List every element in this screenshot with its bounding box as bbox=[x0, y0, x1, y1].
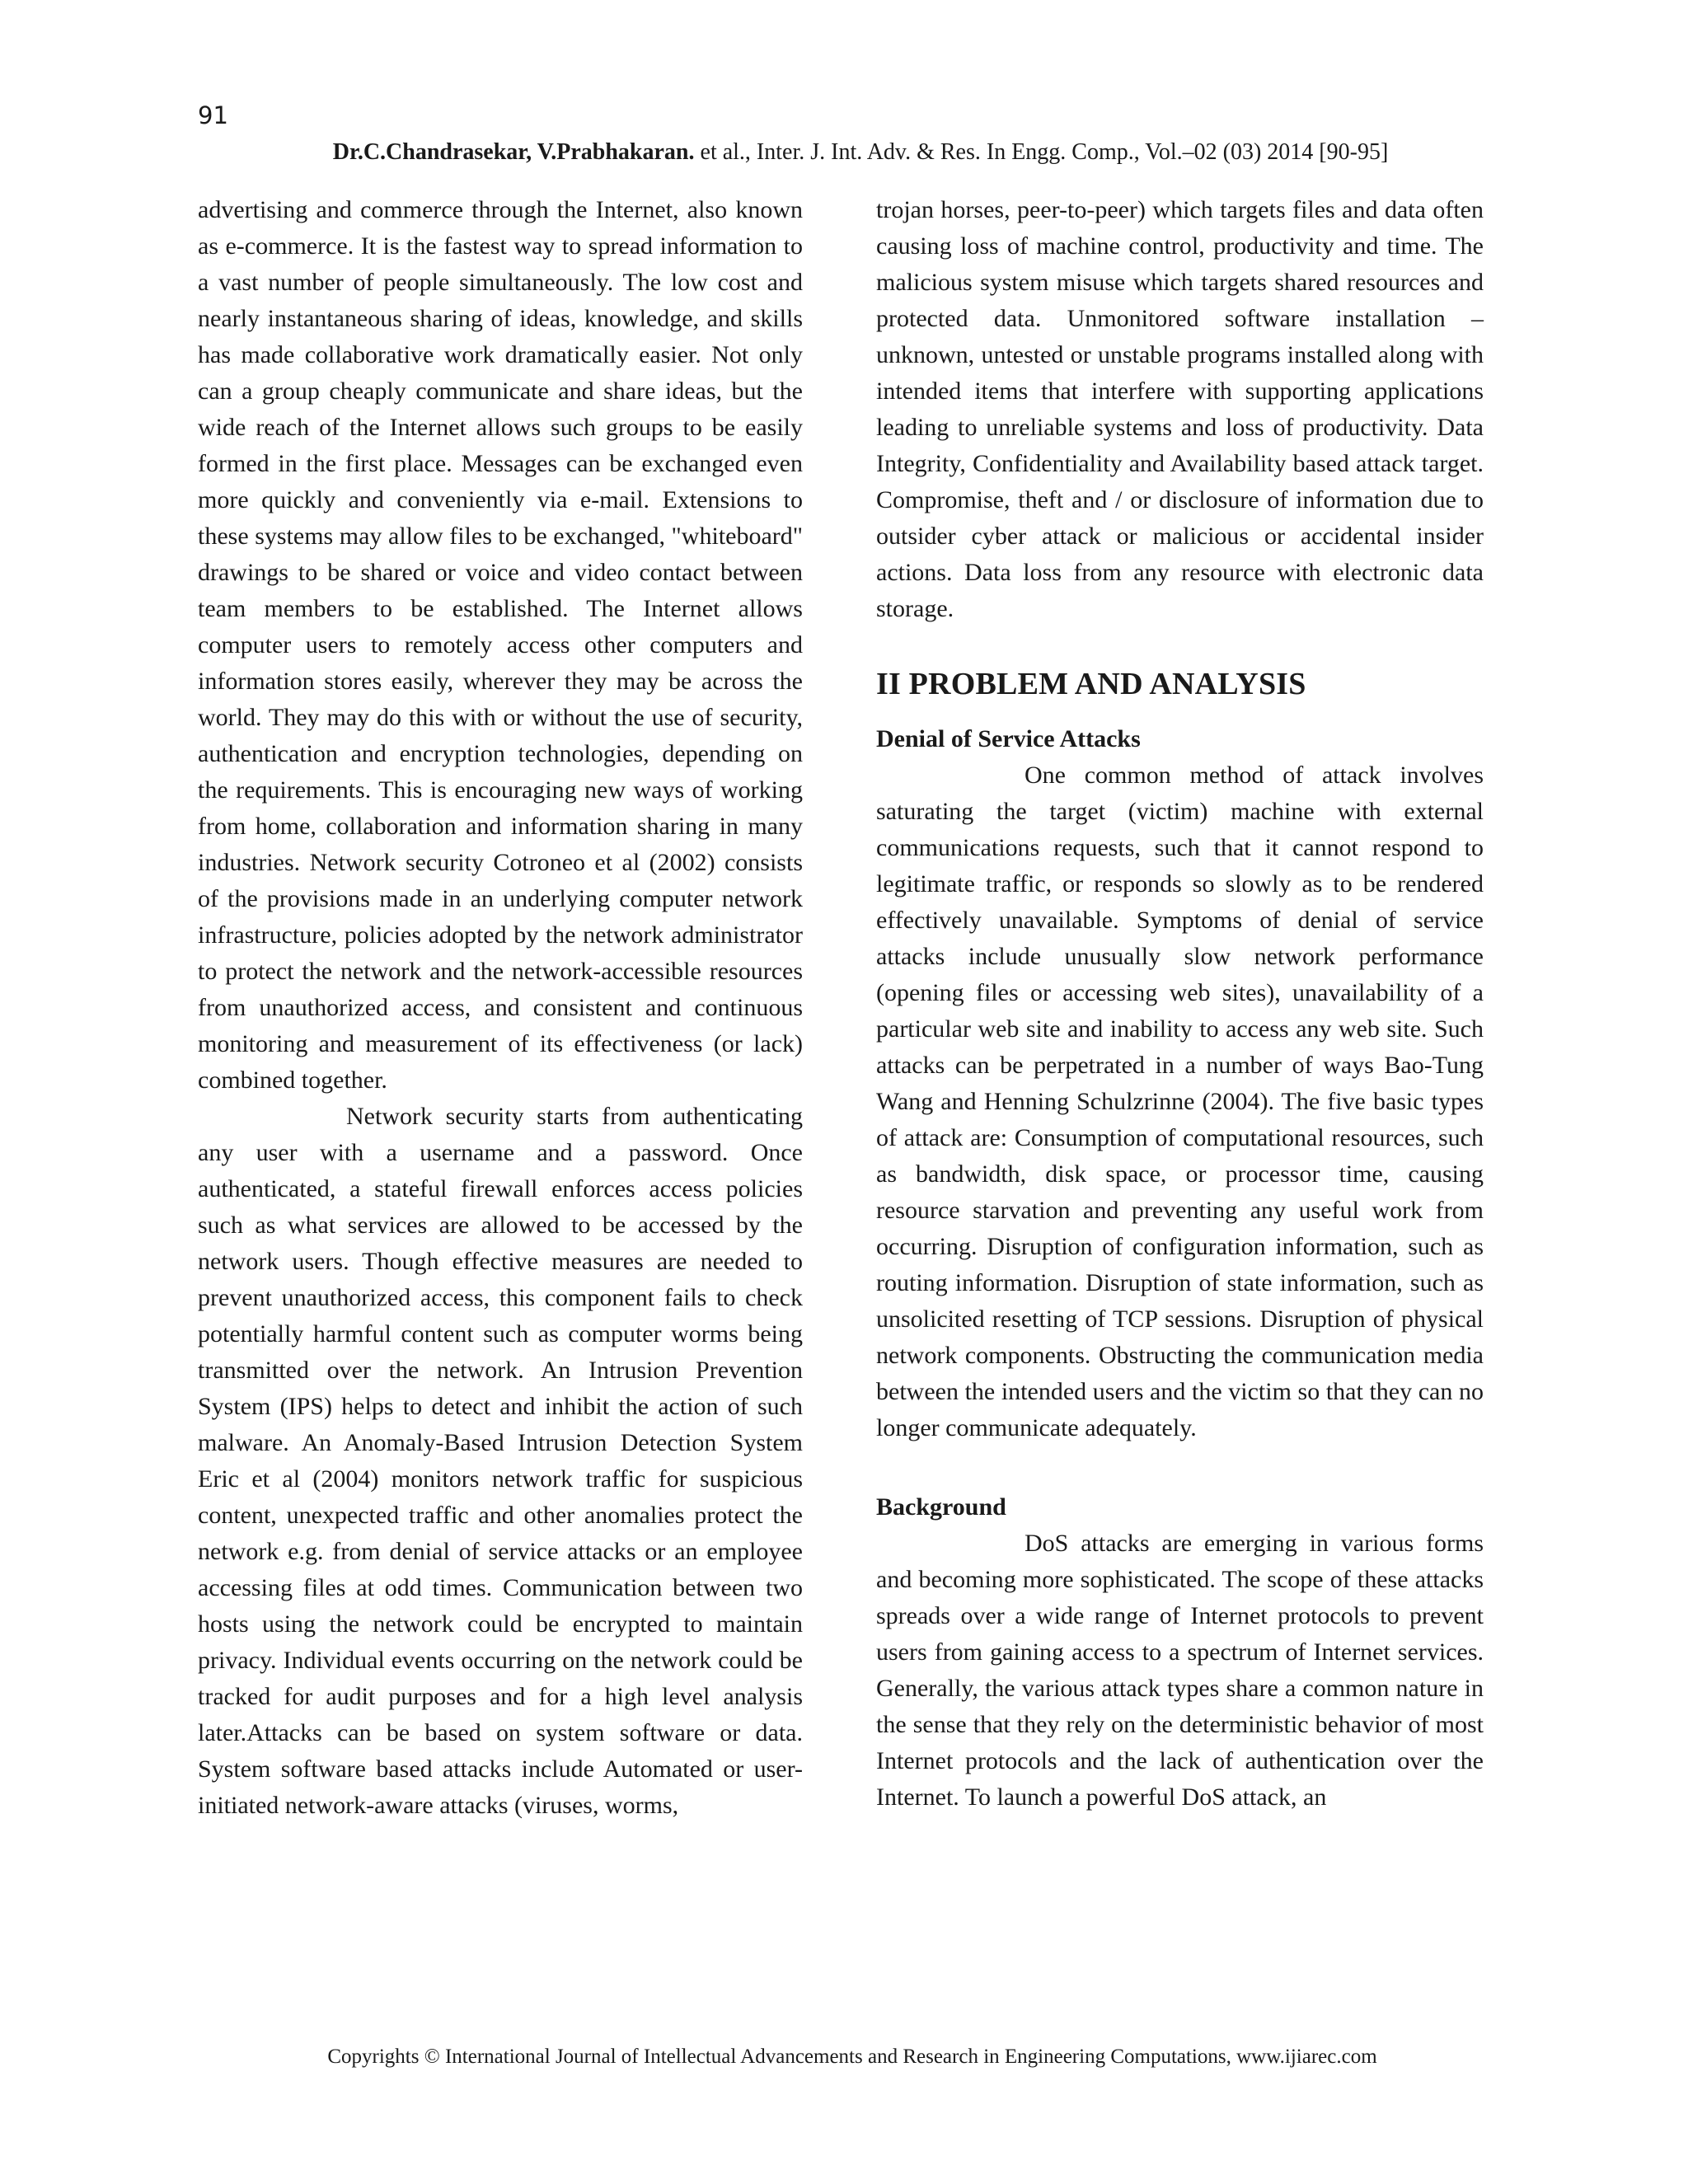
subsection-title-dos: Denial of Service Attacks bbox=[876, 725, 1141, 752]
right-paragraph-1: trojan horses, peer-to-peer) which targets files and data often causing loss of machine control, productivity and time. The malicious system misuse which targets shared resources and protected data. Unmonitored software installation – unknown, untested or unstable programs installed along with intended items that interfere with supporting applications leading to unreliable systems and loss of productivity. Data Integrity, Confidentiality and Availability based attack target. Compromise, theft and / or disclosure of information due to outsider cyber attack or malicious or accidental insider actions. Data loss from any resource with electronic data storage. bbox=[876, 196, 1484, 622]
left-paragraph-1: advertising and commerce through the Internet, also known as e-commerce. It is the fastest way to spread information to a vast number of people simultaneously. The low cost and nearly instantaneous sharing of ideas, knowledge, and skills has made collaborative work dramatically easier. Not only can a group cheaply communicate and share ideas, but the wide reach of the Internet allows such groups to be easily formed in the first place. Messages can be exchanged even more quickly and conveniently via e-mail. Extensions to these systems may allow files to be exchanged, "whiteboard" drawings to be shared or voice and video contact between team members to be established. The Internet allows computer users to remotely access other computers and information stores easily, wherever they may be across the world. They may do this with or without the use of security, authentication and encryption technologies, depending on the requirements. This is encouraging new ways of working from home, collaboration and information sharing in many industries. Network security Cotroneo et al (2002) consists of the provisions made in an underlying computer network infrastructure, policies adopted by the network administrator to protect the network and the network-accessible resources from unauthorized access, and consistent and continuous monitoring and measurement of its effectiveness (or lack) combined together. bbox=[198, 196, 803, 1094]
subsection-text-background: DoS attacks are emerging in various forms and becoming more sophisticated. The scope of these attacks spreads over a wide range of Internet protocols to prevent users from gaining access to a spectrum of Internet services. Generally, the various attack types share a common nature in the sense that they rely on the deterministic behavior of most Internet protocols and the lack of authentication over the Internet. To launch a powerful DoS attack, an bbox=[876, 1530, 1484, 1811]
left-paragraph-2: Network security starts from authenticating any user with a username and a password. Once authenticated, a stateful firewall enforces access policies such as what services are allowed to be accessed by the network users. Though effective measures are needed to prevent unauthorized access, this component fails to check potentially harmful content such as computer worms being transmitted over the network. An Intrusion Prevention System (IPS) helps to detect and inhibit the action of such malware. An Anomaly-Based Intrusion Detection System Eric et al (2004) monitors network traffic for suspicious content, unexpected traffic and other anomalies protect the network e.g. from denial of service attacks or an employee accessing files at odd times. Communication between two hosts using the network could be encrypted to maintain privacy. Individual events occurring on the network could be tracked for audit purposes and for a high level analysis later.Attacks can be based on system software or data. System software based attacks include Automated or user-initiated network-aware attacks (viruses, worms, bbox=[198, 1103, 803, 1819]
section-title: II PROBLEM AND ANALYSIS bbox=[876, 667, 1306, 701]
footer-copyright: Copyrights © International Journal of Intellectual Advancements and Research in Engineering Computations, www.ijiarec.com bbox=[327, 2046, 1377, 2068]
left-column bbox=[198, 192, 803, 1824]
header-authors: Dr.C.Chandrasekar, V.Prabhakaran. bbox=[332, 139, 695, 165]
subsection-text-dos: One common method of attack involves saturating the target (victim) machine with external communications requests, such that it cannot respond to legitimate traffic, or responds so slowly as to be rendered effectively unavailable. Symptoms of denial of service attacks include unusually slow network performance (opening files or accessing web sites), unavailability of a particular web site and inability to access any web site. Such attacks can be perpetrated in a number of ways Bao-Tung Wang and Henning Schulzrinne (2004). The five basic types of attack are: Consumption of computational resources, such as bandwidth, disk space, or processor time, causing resource starvation and preventing any useful work from occurring. Disruption of configuration information, such as routing information. Disruption of state information, such as unsolicited resetting of TCP sessions. Disruption of physical network components. Obstructing the communication media between the intended users and the victim so that they can no longer communicate adequately. bbox=[876, 762, 1484, 1441]
header-citation: et al., Inter. J. Int. Adv. & Res. In Engg. Comp., Vol.–02 (03) 2014 [90-95] bbox=[694, 139, 1389, 165]
running-header bbox=[0, 136, 1688, 169]
page-number: 91 bbox=[198, 101, 228, 129]
right-column bbox=[876, 192, 1484, 1816]
subsection-title-background: Background bbox=[876, 1493, 1006, 1521]
